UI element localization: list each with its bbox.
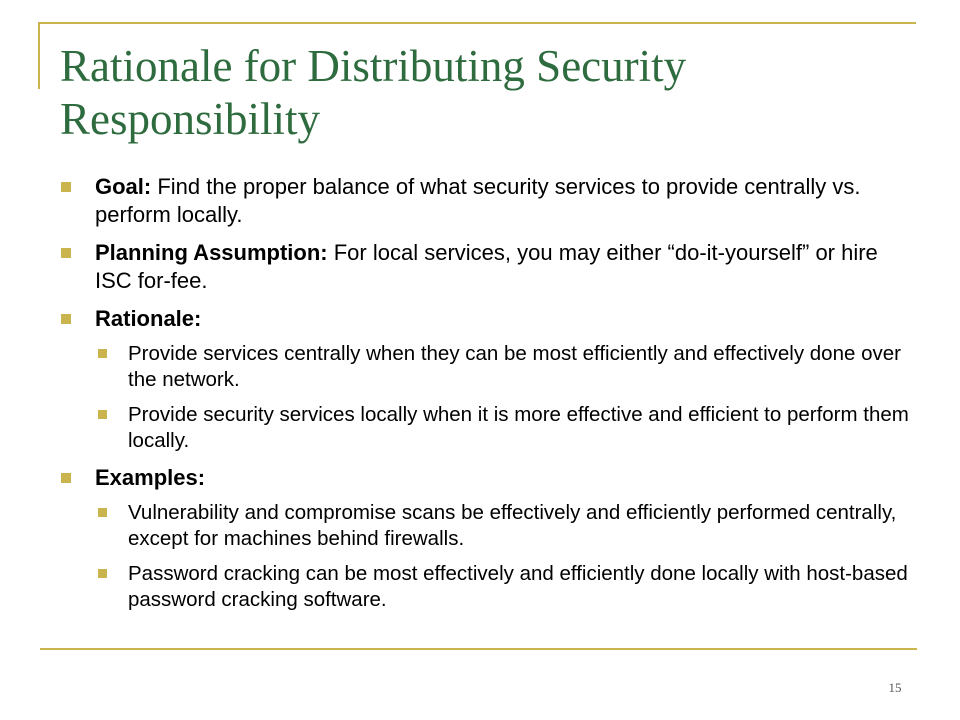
bullet-rationale bbox=[60, 305, 920, 454]
examples-sub-item bbox=[95, 500, 920, 552]
planning-label: Planning Assumption: bbox=[95, 240, 328, 265]
bullet-goal bbox=[60, 173, 920, 229]
rationale-sub-text: Provide security services locally when it is more effective and efficient to perform them locally. bbox=[128, 403, 909, 452]
examples-sub-list bbox=[95, 500, 920, 613]
examples-sub-text: Password cracking can be most effectively and efficiently done locally with host-based password cracking software. bbox=[128, 562, 908, 611]
rationale-sub-list bbox=[95, 341, 920, 454]
square-bullet-icon bbox=[61, 473, 71, 483]
examples-label: Examples: bbox=[95, 465, 206, 490]
rationale-sub-text: Provide services centrally when they can be most efficiently and effectively done over the network. bbox=[128, 342, 901, 391]
square-bullet-icon bbox=[61, 182, 71, 192]
square-bullet-icon bbox=[98, 569, 107, 578]
planning-text: For local services, you may either “do-it-yourself” or hire ISC for-fee. bbox=[95, 240, 878, 293]
bullet-examples bbox=[60, 464, 920, 613]
page-number: 15 bbox=[888, 680, 902, 695]
bottom-rule bbox=[40, 648, 917, 650]
goal-label: Goal: bbox=[95, 174, 152, 199]
square-bullet-icon bbox=[61, 314, 71, 324]
rationale-sub-item bbox=[95, 402, 920, 454]
square-bullet-icon bbox=[98, 508, 107, 517]
examples-sub-item bbox=[95, 561, 920, 613]
square-bullet-icon bbox=[61, 248, 71, 258]
square-bullet-icon bbox=[98, 349, 107, 358]
goal-text: Find the proper balance of what security services to provide centrally vs. perform locally. bbox=[95, 174, 861, 227]
rationale-label: Rationale: bbox=[95, 306, 202, 331]
square-bullet-icon bbox=[98, 410, 107, 419]
bullet-planning-assumption bbox=[60, 239, 920, 295]
slide-title: Rationale for Distributing Security Responsibility bbox=[60, 41, 687, 144]
bullet-list bbox=[60, 173, 920, 623]
top-rule bbox=[38, 22, 916, 24]
examples-sub-text: Vulnerability and compromise scans be effectively and efficiently performed centrally, except for machines behind firewalls. bbox=[128, 501, 897, 550]
rationale-sub-item bbox=[95, 341, 920, 393]
left-rule bbox=[38, 22, 40, 89]
